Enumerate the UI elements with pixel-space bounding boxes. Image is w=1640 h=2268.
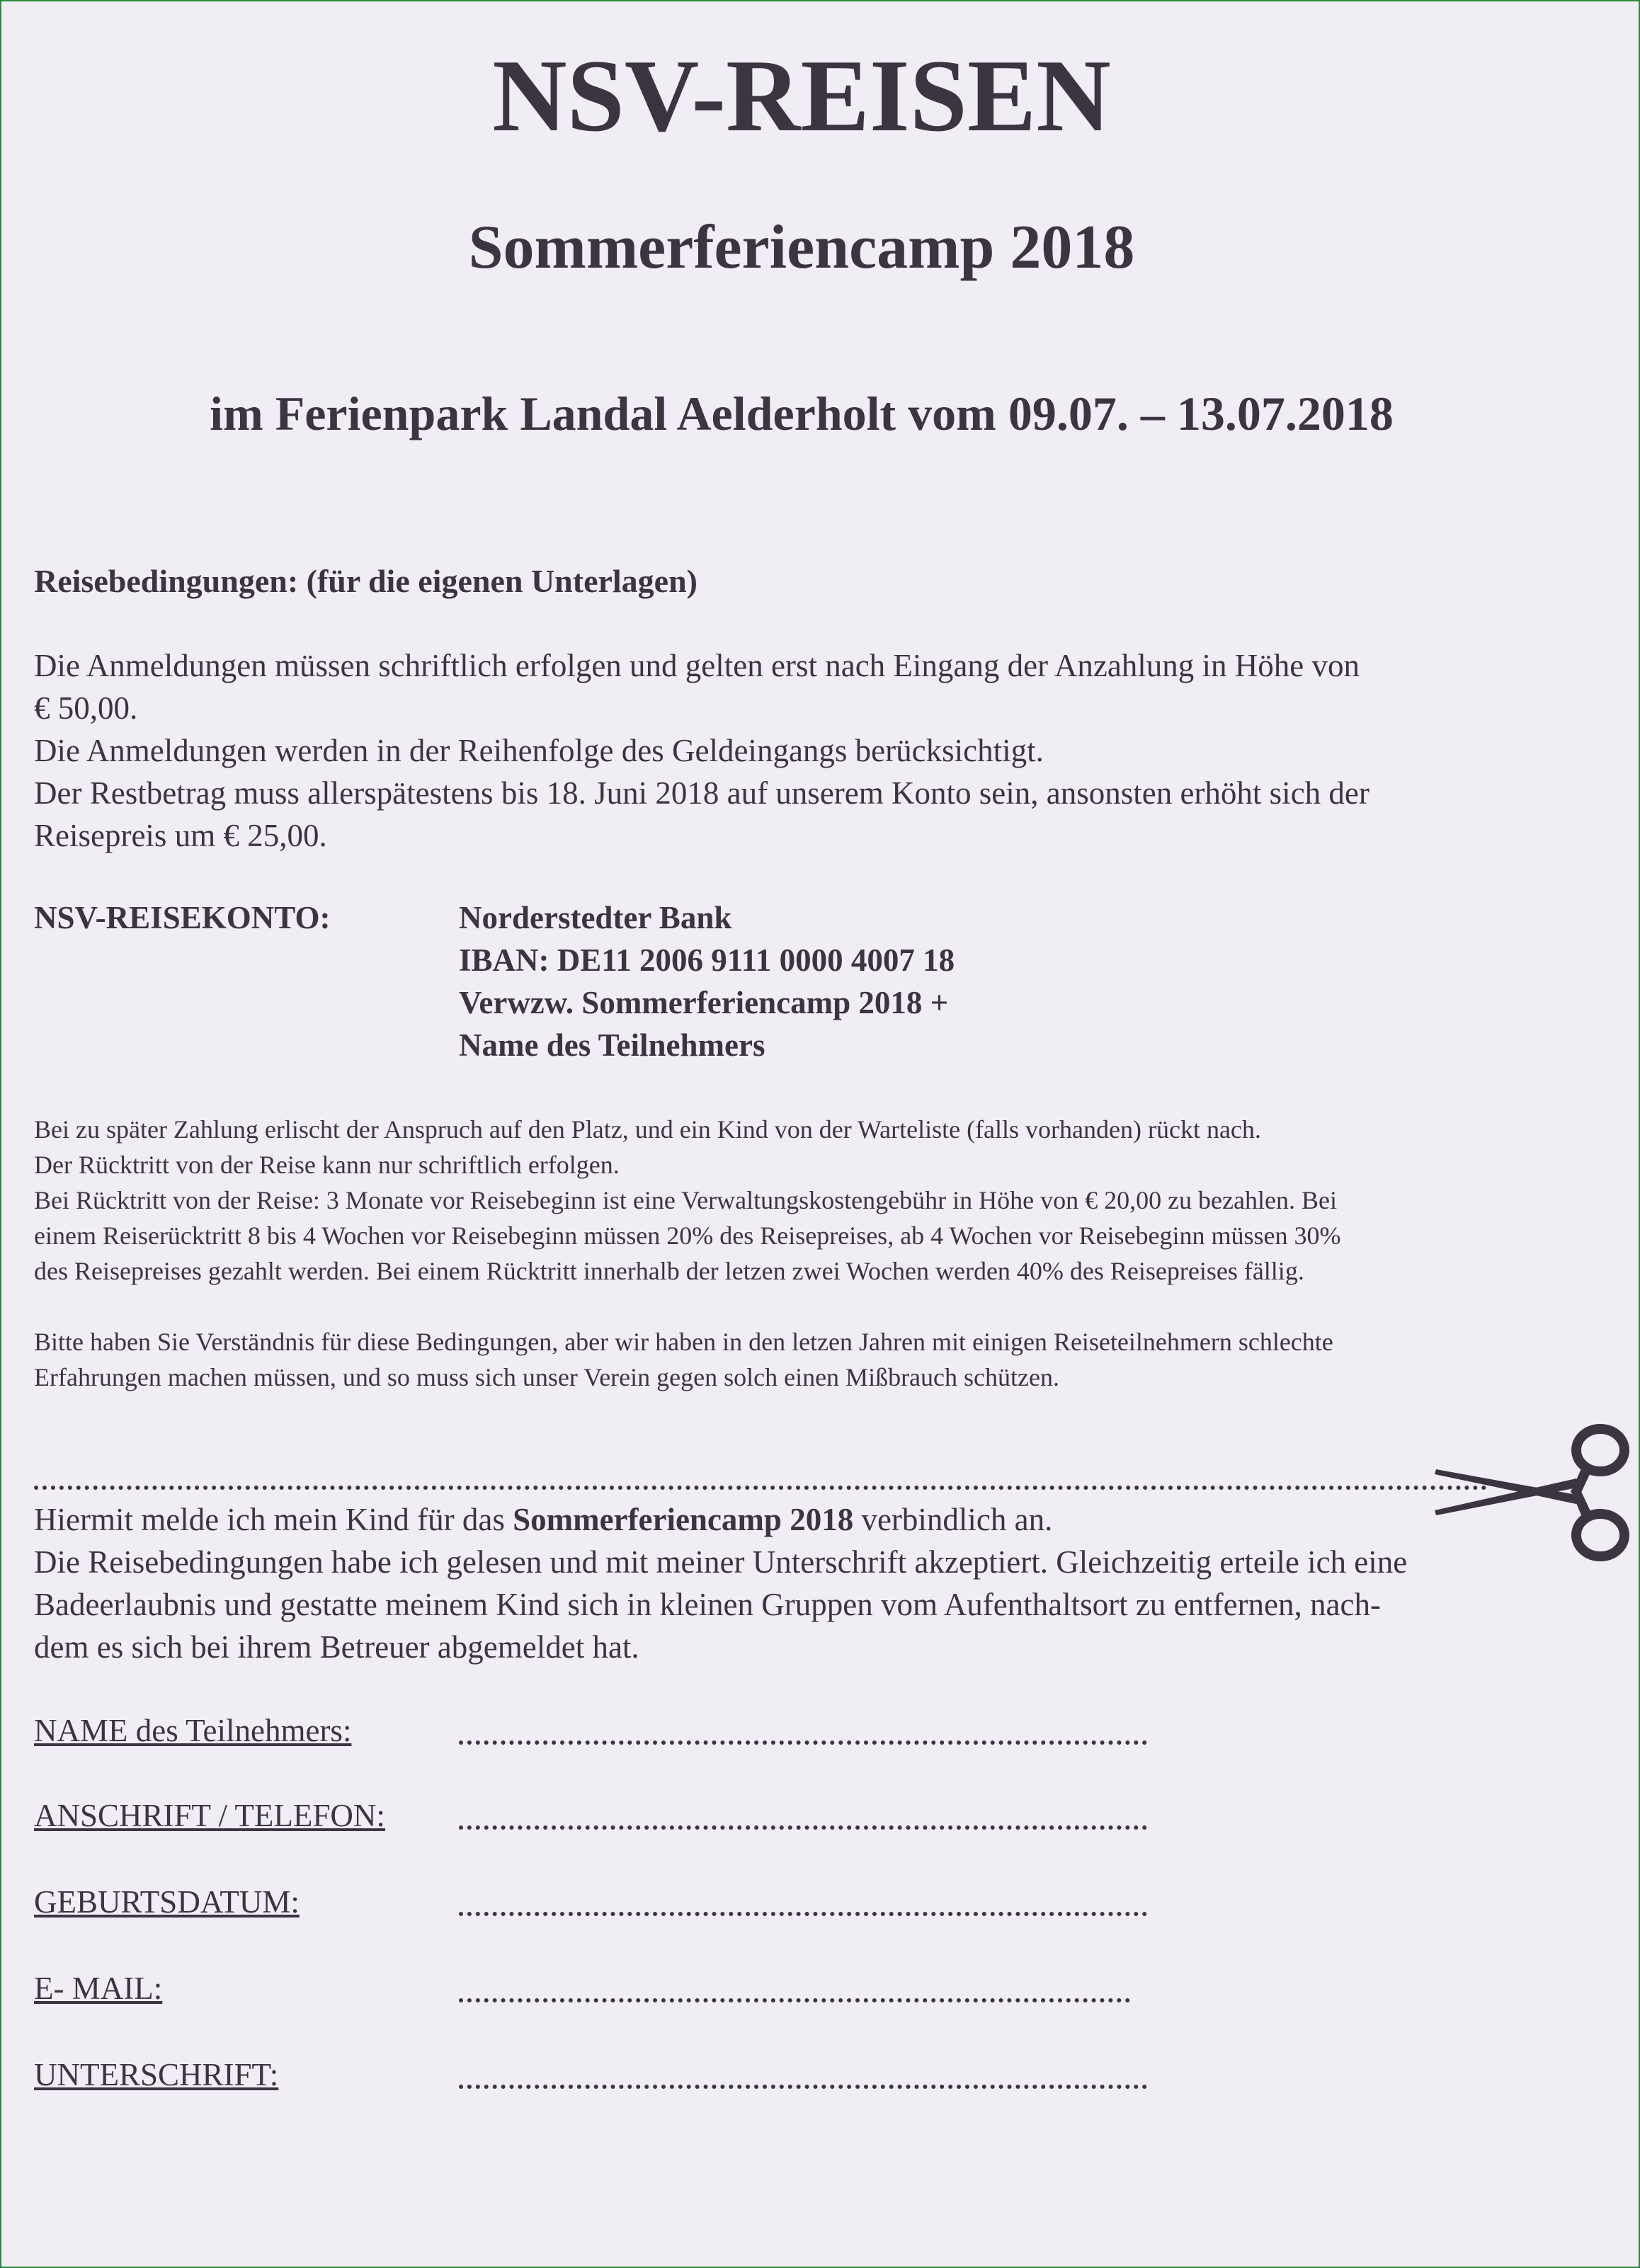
cut-line xyxy=(34,1486,1487,1490)
iban: IBAN: DE11 2006 9111 0000 4007 18 xyxy=(459,942,955,978)
field-birthdate-line[interactable] xyxy=(459,1912,1147,1916)
field-label-name: NAME des Teilnehmers: xyxy=(34,1713,352,1748)
conditions-line: € 50,00. xyxy=(34,690,138,726)
scissors-icon xyxy=(1430,1416,1636,1565)
camp-title: Sommerferiencamp 2018 xyxy=(468,213,1135,282)
field-email-line[interactable] xyxy=(459,1998,1130,2002)
registration-line: dem es sich bei ihrem Betreuer abgemeldet hat. xyxy=(34,1629,639,1665)
field-label-birthdate: GEBURTSDATUM: xyxy=(34,1884,300,1920)
registration-line xyxy=(34,1498,1407,1541)
field-label-email: E- MAIL: xyxy=(34,1971,163,2006)
fine-print-line: einem Reiserücktritt 8 bis 4 Wochen vor Reisebeginn müssen 20% des Reisepreises, ab 4 Wochen vor Reisebeginn müssen 30% xyxy=(34,1221,1341,1250)
payment-reference-name: Name des Teilnehmers xyxy=(459,1027,765,1063)
field-name-line[interactable] xyxy=(459,1740,1147,1745)
understanding-note xyxy=(34,1324,1333,1395)
camp-name: Sommerferiencamp 2018 xyxy=(513,1502,854,1537)
registration-line: Badeerlaubnis und gestatte meinem Kind sich in kleinen Gruppen vom Aufenthaltsort zu entfernen, nach- xyxy=(34,1587,1381,1622)
account-details xyxy=(459,896,955,1066)
location-dates: im Ferienpark Landal Aelderholt vom 09.07. – 13.07.2018 xyxy=(210,387,1394,440)
fine-print-line: Bei zu später Zahlung erlischt der Anspruch auf den Platz, und ein Kind von der Warteliste (falls vorhanden) rückt nach. xyxy=(34,1115,1261,1144)
registration-text: verbindlich an. xyxy=(853,1502,1053,1537)
registration-line: Die Reisebedingungen habe ich gelesen und mit meiner Unterschrift akzeptiert. Gleichzeitig erteile ich eine xyxy=(34,1544,1408,1580)
conditions-line: Reisepreis um € 25,00. xyxy=(34,818,327,853)
payment-reference: Verwzw. Sommerferiencamp 2018 + xyxy=(459,985,949,1020)
note-line: Bitte haben Sie Verständnis für diese Bedingungen, aber wir haben in den letzen Jahren mit einigen Reiseteilnehmern schlechte xyxy=(34,1328,1333,1356)
field-address-line[interactable] xyxy=(459,1825,1147,1830)
fine-print-line: des Reisepreises gezahlt werden. Bei einem Rücktritt innerhalb der letzen zwei Wochen werden 40% des Reisepreises fällig. xyxy=(34,1257,1304,1285)
fine-print-line: Bei Rücktritt von der Reise: 3 Monate vor Reisebeginn ist eine Verwaltungskostengebühr in Höhe von € 20,00 zu bezahlen. Bei xyxy=(34,1186,1337,1214)
registration-statement xyxy=(34,1498,1407,1668)
field-signature-line[interactable] xyxy=(459,2085,1147,2089)
conditions-line: Der Restbetrag muss allerspätestens bis 18. Juni 2018 auf unserem Konto sein, ansonsten erhöht sich der xyxy=(34,775,1369,811)
fine-print-line: Der Rücktritt von der Reise kann nur schriftlich erfolgen. xyxy=(34,1151,620,1179)
brand-title: NSV-REISEN xyxy=(492,38,1111,153)
field-label-address: ANSCHRIFT / TELEFON: xyxy=(34,1798,385,1833)
conditions-line: Die Anmeldungen müssen schriftlich erfolgen und gelten erst nach Eingang der Anzahlung in Höhe von xyxy=(34,648,1360,683)
conditions-text xyxy=(34,644,1369,857)
cancellation-terms xyxy=(34,1112,1341,1289)
account-label: NSV-REISEKONTO: xyxy=(34,900,331,935)
bank-name: Norderstedter Bank xyxy=(459,900,732,935)
conditions-heading: Reisebedingungen: (für die eigenen Unterlagen) xyxy=(34,563,698,599)
note-line: Erfahrungen machen müssen, und so muss sich unser Verein gegen solch einen Mißbrauch schützen. xyxy=(34,1363,1059,1391)
conditions-line: Die Anmeldungen werden in der Reihenfolge des Geldeingangs berücksichtigt. xyxy=(34,733,1044,768)
field-label-signature: UNTERSCHRIFT: xyxy=(34,2057,279,2092)
registration-text: Hiermit melde ich mein Kind für das xyxy=(34,1502,513,1537)
